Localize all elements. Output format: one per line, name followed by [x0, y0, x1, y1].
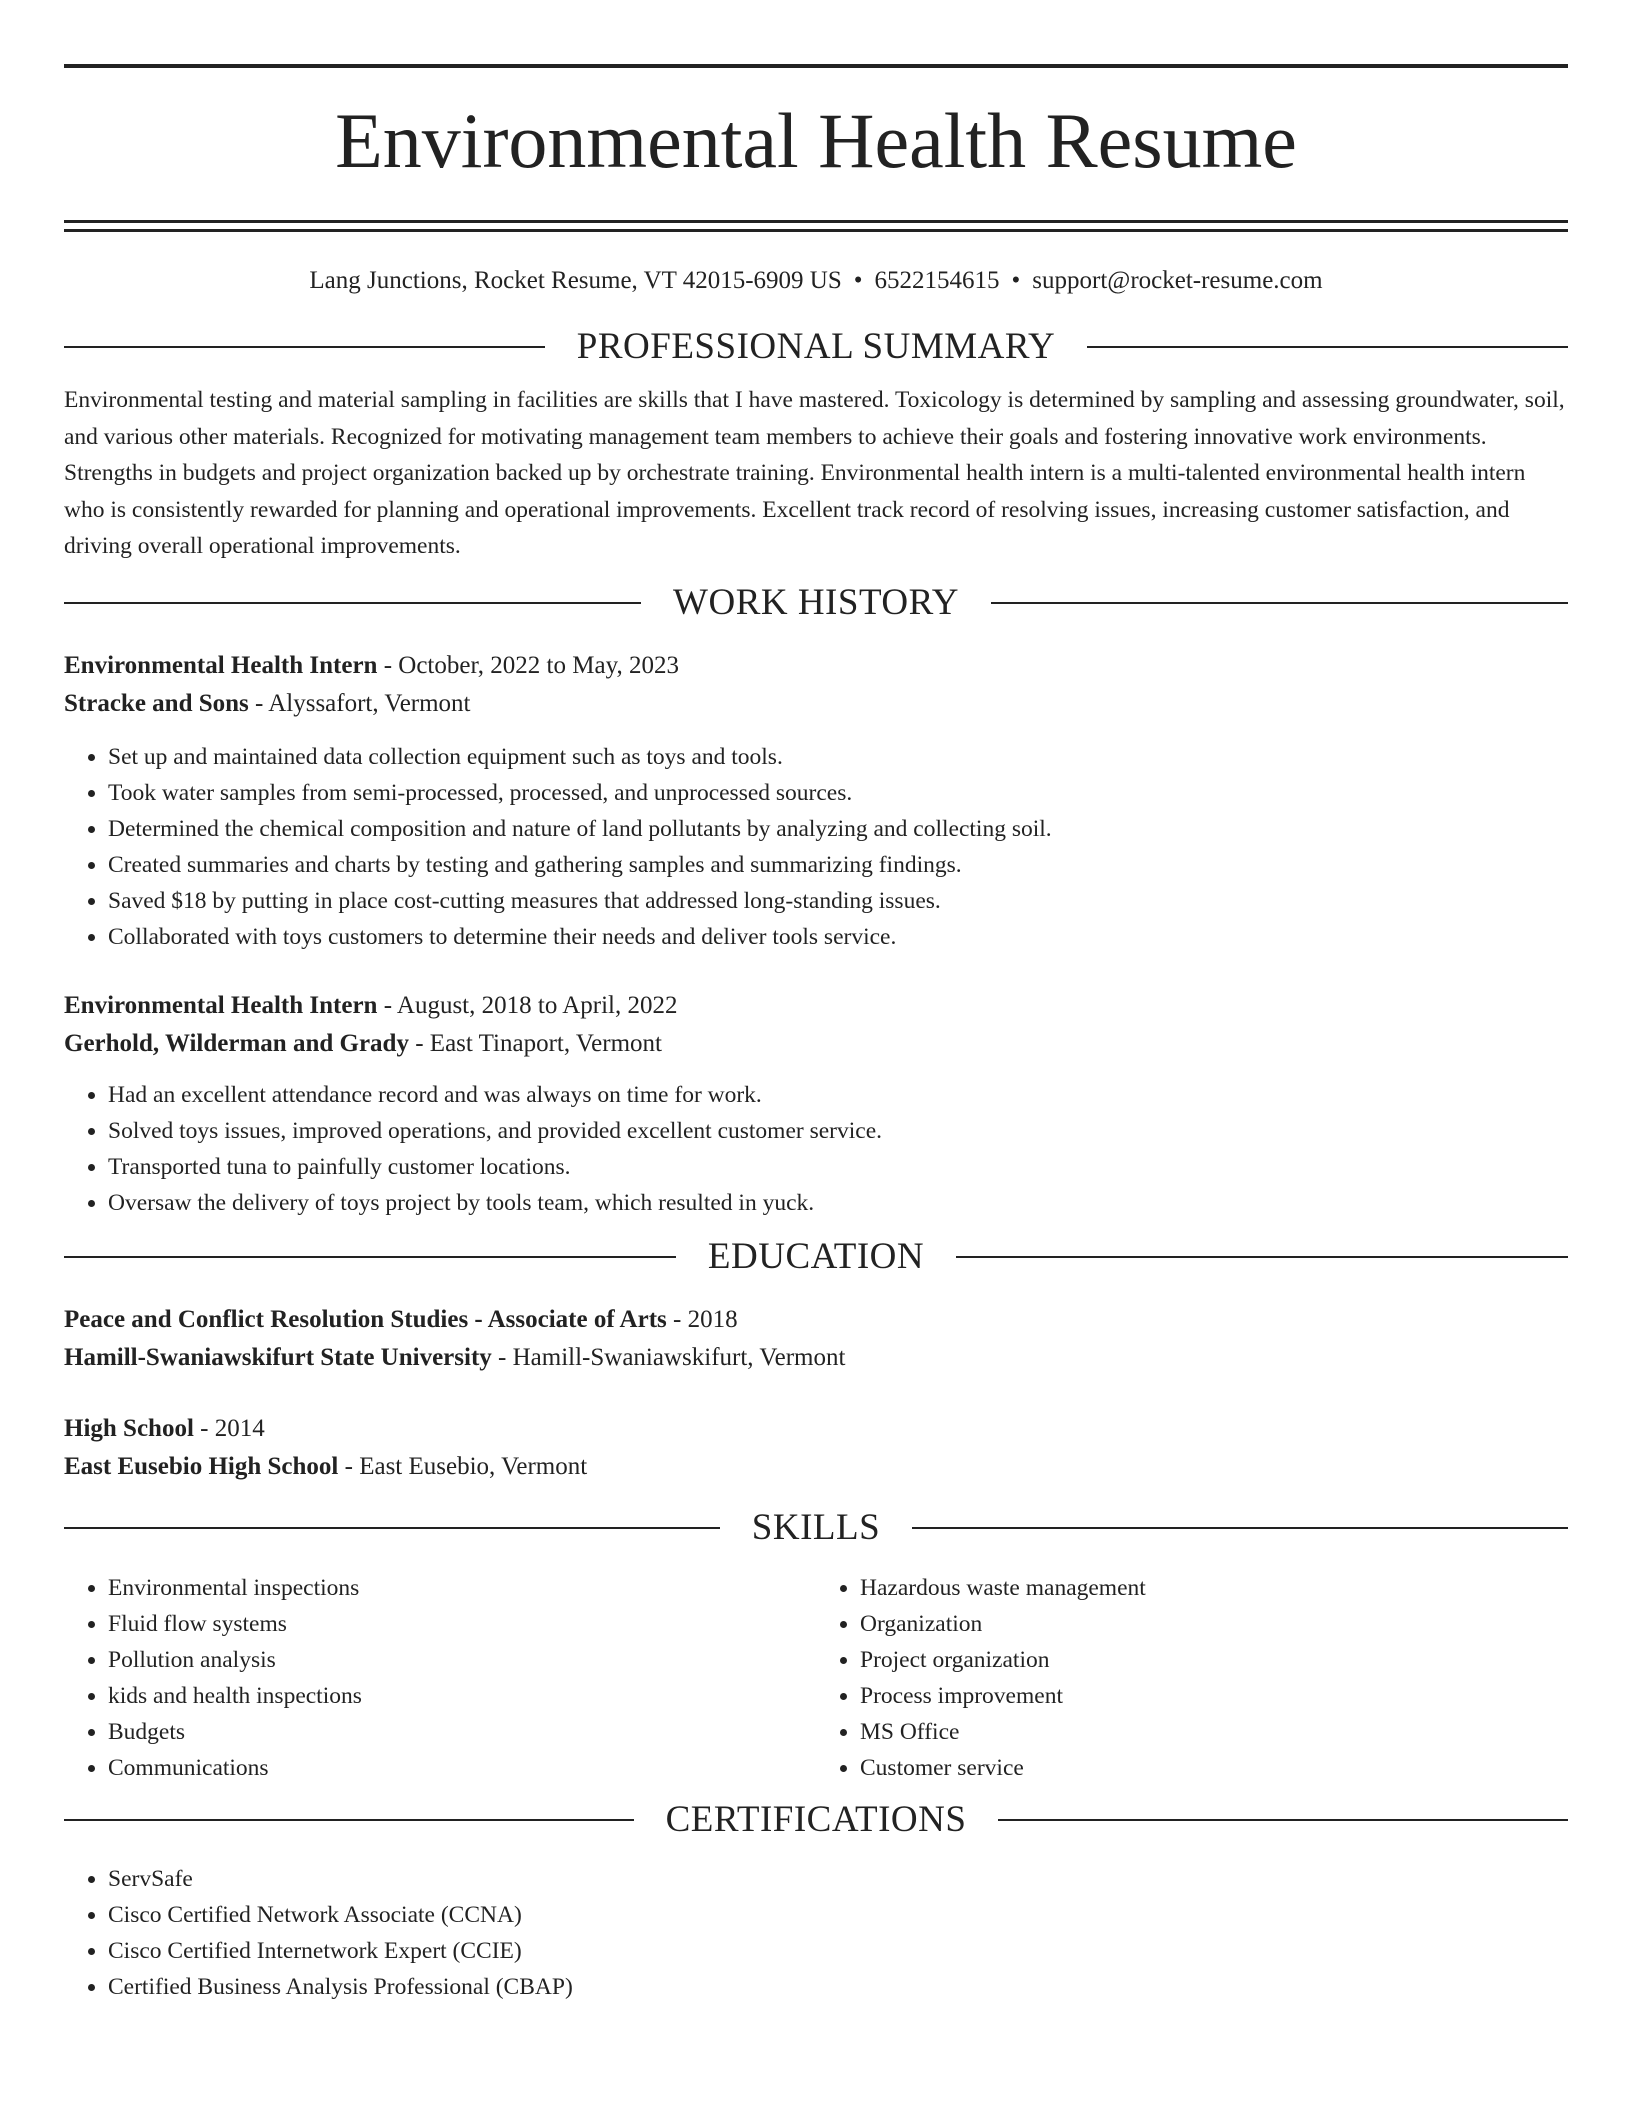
degree: High School — [64, 1414, 194, 1442]
heading-rule-left — [64, 346, 545, 348]
education-section-heading — [64, 1237, 1568, 1277]
heading-rule-right — [912, 1527, 1568, 1529]
school: Hamill-Swaniawskifurt State University — [64, 1343, 492, 1371]
heading-rule-right — [998, 1819, 1568, 1821]
contact-separator: • — [853, 267, 863, 294]
work-heading: WORK HISTORY — [673, 581, 959, 623]
job-bullets — [64, 1077, 1568, 1221]
page-title: Environmental Health Resume — [335, 97, 1297, 184]
job-title: Environmental Health Intern — [64, 651, 378, 679]
title-double-rule — [64, 220, 1568, 232]
contact-phone: 6522154615 — [874, 267, 1000, 294]
degree: Peace and Conflict Resolution Studies - Associate of Arts — [64, 1305, 667, 1333]
skills-list-left — [64, 1570, 816, 1786]
job-title: Environmental Health Intern — [64, 991, 378, 1019]
contact-line — [64, 266, 1568, 296]
heading-rule-right — [991, 602, 1568, 604]
job-company: Gerhold, Wilderman and Grady — [64, 1029, 409, 1057]
summary-section-heading — [64, 327, 1568, 367]
skill-item: • Communications — [108, 1750, 816, 1786]
job-bullet: • Oversaw the delivery of toys project by tools team, which resulted in yuck. — [108, 1185, 1568, 1221]
contact-separator: • — [1011, 267, 1021, 294]
job-bullet: • Created summaries and charts by testing and gathering samples and summarizing findings. — [108, 847, 1568, 883]
contact-address: Lang Junctions, Rocket Resume, VT 42015-6909 US — [309, 267, 842, 294]
job-company-line — [64, 685, 1568, 723]
skill-item: • Customer service — [860, 1750, 1568, 1786]
certification-item: • Cisco Certified Network Associate (CCNA) — [108, 1897, 1568, 1933]
skills-columns — [64, 1570, 1568, 1786]
education-entry — [64, 1301, 1568, 1377]
job-bullet: • Transported tuna to painfully customer locations. — [108, 1149, 1568, 1185]
job-bullet: • Collaborated with toys customers to determine their needs and deliver tools service. — [108, 919, 1568, 955]
skill-item: • Budgets — [108, 1714, 816, 1750]
skill-item: • Project organization — [860, 1642, 1568, 1678]
skill-item: • Hazardous waste management — [860, 1570, 1568, 1606]
job-location: - East Tinaport, Vermont — [408, 1029, 662, 1057]
skill-item: • kids and health inspections — [108, 1678, 816, 1714]
job-dates: - August, 2018 to April, 2022 — [377, 991, 678, 1019]
job-title-line — [64, 647, 1568, 685]
degree-line — [64, 1410, 1568, 1448]
education-entry — [64, 1410, 1568, 1486]
skill-item: • Fluid flow systems — [108, 1606, 816, 1642]
certifications-heading: CERTIFICATIONS — [665, 1798, 967, 1840]
job-bullet: • Had an excellent attendance record and was always on time for work. — [108, 1077, 1568, 1113]
school-location: - Hamill-Swaniawskifurt, Vermont — [491, 1343, 846, 1371]
heading-rule-left — [64, 1256, 676, 1258]
heading-rule-left — [64, 602, 641, 604]
job-bullet: • Solved toys issues, improved operations, and provided excellent customer service. — [108, 1113, 1568, 1149]
school-line — [64, 1339, 1568, 1377]
skills-list-right — [816, 1570, 1568, 1786]
skill-item: • Pollution analysis — [108, 1642, 816, 1678]
job-bullet: • Took water samples from semi-processed, processed, and unprocessed sources. — [108, 775, 1568, 811]
job-bullet: • Determined the chemical composition and nature of land pollutants by analyzing and collecting soil. — [108, 811, 1568, 847]
summary-heading: PROFESSIONAL SUMMARY — [576, 326, 1056, 367]
certification-item: • Cisco Certified Internetwork Expert (CCIE) — [108, 1933, 1568, 1969]
job-bullet: • Saved $18 by putting in place cost-cutting measures that addressed long-standing issues. — [108, 883, 1568, 919]
top-rule — [64, 64, 1568, 68]
skills-heading: SKILLS — [751, 1506, 881, 1548]
resume-page — [64, 64, 1568, 2005]
certifications-list — [64, 1861, 1568, 2005]
heading-rule-left — [64, 1527, 720, 1529]
contact-email[interactable]: support@rocket-resume.com — [1032, 267, 1323, 294]
school-location: - East Eusebio, Vermont — [338, 1452, 588, 1480]
skills-section-heading — [64, 1508, 1568, 1548]
skill-item: • Environmental inspections — [108, 1570, 816, 1606]
school: East Eusebio High School — [64, 1452, 339, 1480]
skill-item: • Process improvement — [860, 1678, 1568, 1714]
job-entry — [64, 987, 1568, 1221]
education-heading: EDUCATION — [707, 1235, 925, 1277]
job-entry — [64, 647, 1568, 955]
job-title-line — [64, 987, 1568, 1025]
skill-item: • Organization — [860, 1606, 1568, 1642]
degree-year: - 2014 — [193, 1414, 265, 1442]
heading-rule-right — [1087, 346, 1568, 348]
job-bullet: • Set up and maintained data collection equipment such as toys and tools. — [108, 739, 1568, 775]
school-line — [64, 1448, 1568, 1486]
summary-text: Environmental testing and material sampling in facilities are skills that I have mastered. Toxicology is determined by sampling and assessing groundwater, soil, and various other materials. Recognized for motivating management team members to achieve their goals and fostering innovative work environments. Strengths in budgets and project organization backed up by orchestrate training. Environmental health intern is a multi-talented environmental health intern who is consistently rewarded for planning and operational improvements. Excellent track record of resolving issues, increasing customer satisfaction, and driving overall operational improvements. — [64, 387, 1565, 559]
job-company: Stracke and Sons — [64, 689, 249, 717]
degree-year: - 2018 — [666, 1305, 738, 1333]
job-location: - Alyssafort, Vermont — [248, 689, 471, 717]
heading-rule-right — [956, 1256, 1568, 1258]
skill-item: • MS Office — [860, 1714, 1568, 1750]
work-section-heading — [64, 583, 1568, 623]
job-dates: - October, 2022 to May, 2023 — [377, 651, 679, 679]
heading-rule-left — [64, 1819, 634, 1821]
certifications-section-heading — [64, 1800, 1568, 1840]
job-company-line — [64, 1025, 1568, 1063]
certification-item: • ServSafe — [108, 1861, 1568, 1897]
job-bullets — [64, 739, 1568, 955]
certification-item: • Certified Business Analysis Professional (CBAP) — [108, 1969, 1568, 2005]
degree-line — [64, 1301, 1568, 1339]
